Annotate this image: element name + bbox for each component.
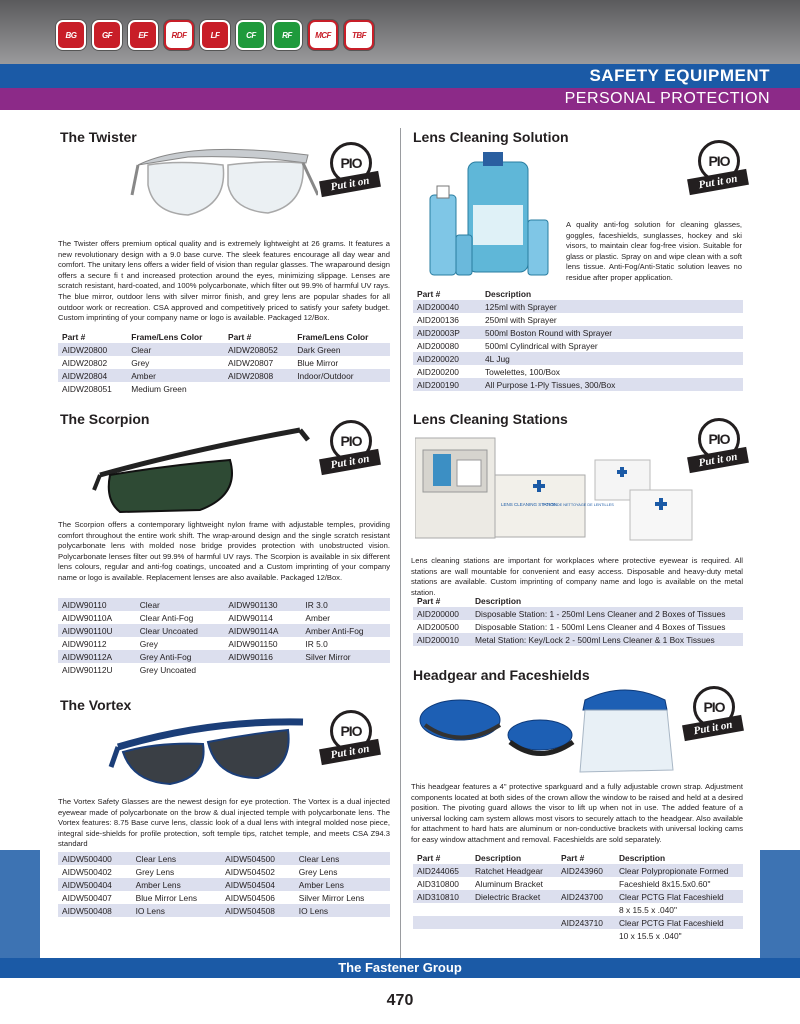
table-cell: Clear PCTG Flat Faceshield xyxy=(615,916,743,929)
table-cell: Grey Lens xyxy=(135,866,175,877)
table-cell: AIDW90110A xyxy=(62,612,113,623)
table-cell: Clear xyxy=(127,343,224,356)
col-header: Frame/Lens Color xyxy=(131,331,203,342)
solution-parts-table xyxy=(413,287,743,391)
table-cell: Grey xyxy=(139,638,158,649)
table-cell: 10 x 15.5 x .040" xyxy=(619,930,682,941)
table-cell: AIDW504504 xyxy=(221,878,295,891)
table-row xyxy=(413,607,743,620)
table-cell: IO Lens xyxy=(132,904,222,917)
table-cell: AIDW90110 xyxy=(58,598,136,611)
table-cell: AIDW500402 xyxy=(62,866,112,877)
scorpion-description: The Scorpion offers a contemporary lightweight nylon frame with adjustable temples, providing comfort throughout the entire work shift. The wrap-around design and the single scratch resistant polycarbonate lens with molded nose bridge provides protection with unobstructed vision. Polycarbonate lenses filter out 99.9% of harmful UV rays. The Scorpion is available in six different lens colours, regular and anti-fog coatings, uncoated and a Custom imprinting of your company name or logo is available. Replacement lenses are also available. Packaged 12/Box. xyxy=(58,520,390,582)
headgear-title: Headgear and Faceshields xyxy=(413,667,590,683)
twister-parts-table xyxy=(58,330,390,395)
pio-logo xyxy=(688,418,752,476)
table-cell: 4L Jug xyxy=(481,352,743,365)
table-cell xyxy=(557,903,615,916)
vortex-glasses-image xyxy=(108,712,308,792)
table-cell: 125ml with Sprayer xyxy=(481,300,743,313)
stations-title: Lens Cleaning Stations xyxy=(413,411,568,427)
pio-logo xyxy=(320,142,384,200)
table-cell: Metal Station: Key/Lock 2 - 500ml Lens Cleaner & 1 Box Tissues xyxy=(471,633,743,646)
table-cell: 500ml Boston Round with Sprayer xyxy=(481,326,743,339)
table-cell: AID310810 xyxy=(413,890,471,903)
table-cell: Blue Mirror Lens xyxy=(135,892,198,903)
table-row xyxy=(58,598,390,611)
brand-logo-gf: GF xyxy=(92,20,122,50)
table-cell: Amber Lens xyxy=(132,878,222,891)
table-cell: AIDW90112U xyxy=(62,664,113,675)
headgear-description: This headgear features a 4" protective sparkguard and a fully adjustable crown strap. Adjustment components located at both sides of the crown allow the window to be raised and held at a desired position. The pivoting guard allows the visor to lift up when not in use. The added feature of a universal locking cam system allows most visors to securely attach to the headgear. Also available for attachment to hard hats are aluminum or non-conductive brackets with universal locking cams for easy window attachment and removal. Faceshields are sold separately. xyxy=(411,782,743,844)
table-cell: AID200000 xyxy=(413,607,471,620)
col-header: Part # xyxy=(417,595,441,606)
twister-description: The Twister offers premium optical quality and is extremely lightweight at 26 grams. It features a new revolutionary design with a 9.0 base curve. The sleek features encourage all day wear and comfort. The unitary lens offers a wider field of vision than regular glasses. The wraparound design offers a secure fi t and increased protection around the eyes, minimizing slippage. Lenses are scratch resistant, hard-coated, and 100% polycarbonate, which filter out 99.9% of harmful UV rays. The blue mirror, outdoor lens with silver mirror finish, and grey lens are popular shades for all outdoor work or recreation. CSA approved and competitively priced to satisfy your safety budget. Custom imprinting of your company name or logo is available. Packaged 12/Box. xyxy=(58,239,390,323)
table-row xyxy=(58,904,390,917)
brand-logo-tbf: TBF xyxy=(344,20,374,50)
table-row xyxy=(413,916,743,929)
table-cell: AID310800 xyxy=(417,878,459,889)
vortex-title: The Vortex xyxy=(60,697,132,713)
table-cell: Clear Lens xyxy=(132,852,222,865)
section-header: SAFETY EQUIPMENT xyxy=(0,64,800,88)
pio-logo-initials: PIO xyxy=(330,142,372,184)
pio-logo-tagline: Put it on xyxy=(687,447,749,473)
table-cell: Blue Mirror xyxy=(297,357,339,368)
table-row xyxy=(58,343,390,356)
table-cell: AIDW504508 xyxy=(221,904,295,917)
table-cell: AIDW500408 xyxy=(58,904,132,917)
table-cell: AID200080 xyxy=(417,340,459,351)
table-cell xyxy=(471,929,557,942)
table-cell: AIDW500404 xyxy=(58,878,132,891)
table-cell xyxy=(413,929,471,942)
table-cell: 8 x 15.5 x .040" xyxy=(619,904,677,915)
table-row xyxy=(413,378,743,391)
table-cell: Clear Lens xyxy=(295,852,390,865)
table-cell: Grey Uncoated xyxy=(139,664,197,675)
solution-title: Lens Cleaning Solution xyxy=(413,129,569,145)
pio-logo-initials: PIO xyxy=(330,710,372,752)
table-row xyxy=(413,864,743,877)
table-cell: AID243710 xyxy=(557,916,615,929)
table-cell: AIDW500407 xyxy=(62,892,112,903)
table-cell xyxy=(413,916,471,929)
table-cell: Dielectric Bracket xyxy=(471,890,557,903)
pio-logo-initials: PIO xyxy=(698,418,740,460)
table-row xyxy=(58,356,390,369)
table-cell: AIDW901130 xyxy=(224,598,301,611)
table-cell: Silver Mirror Lens xyxy=(298,892,365,903)
table-row xyxy=(413,903,743,916)
table-cell xyxy=(293,382,390,395)
pio-logo-tagline: Put it on xyxy=(319,171,381,197)
table-cell: AID200136 xyxy=(417,314,459,325)
table-row xyxy=(58,650,390,663)
table-cell: Clear xyxy=(136,598,225,611)
table-cell: IO Lens xyxy=(295,904,390,917)
footer-company: The Fastener Group xyxy=(0,958,800,978)
col-header: Part # xyxy=(227,331,252,342)
stations-image xyxy=(415,430,695,550)
table-cell: Grey Anti-Fog xyxy=(136,650,225,663)
table-cell: AIDW20802 xyxy=(62,357,108,368)
table-cell: AIDW20808 xyxy=(224,369,293,382)
table-row xyxy=(58,891,390,904)
table-cell: AID244065 xyxy=(413,864,471,877)
pio-logo xyxy=(320,420,384,478)
table-cell: Towelettes, 100/Box xyxy=(485,366,560,377)
vortex-description: The Vortex Safety Glasses are the newest design for eye protection. The Vortex is a dual injected eyewear made of polycarbonate on the brow & dual injected temple with polycarbonate lens. The Vortex features: 8.75 Base curve lens, classic look of a dual lens with integral molded nose piece, integral side-shields for profile protection, soft temple tips, ratchet temple, and meets CSA Z94.3 standard xyxy=(58,797,390,849)
table-row xyxy=(413,890,743,903)
decorative-side-block xyxy=(0,850,40,958)
table-cell: AID20003P xyxy=(413,326,481,339)
table-cell: Aluminum Bracket xyxy=(475,878,543,889)
table-cell: AIDW90112A xyxy=(58,650,136,663)
table-row xyxy=(413,339,743,352)
table-cell: Indoor/Outdoor xyxy=(293,369,390,382)
table-row xyxy=(413,633,743,646)
table-cell: AID200010 xyxy=(413,633,471,646)
table-cell: Amber xyxy=(305,612,331,623)
table-row xyxy=(413,300,743,313)
table-row xyxy=(58,852,390,865)
headgear-parts-table xyxy=(413,851,743,942)
table-row xyxy=(58,663,390,676)
headgear-image xyxy=(415,680,680,775)
pio-logo xyxy=(683,686,747,744)
table-row xyxy=(413,620,743,633)
pio-logo-tagline: Put it on xyxy=(682,715,744,741)
table-cell: Clear Polypropionate Formed xyxy=(615,864,743,877)
solution-bottles-image xyxy=(428,150,558,280)
table-cell xyxy=(471,916,557,929)
pio-logo-tagline: Put it on xyxy=(687,169,749,195)
table-cell xyxy=(301,663,390,676)
brand-logo-rf: RF xyxy=(272,20,302,50)
brand-logo-cf: CF xyxy=(236,20,266,50)
col-header: Description xyxy=(485,288,532,299)
twister-glasses-image xyxy=(128,135,318,235)
pio-logo-tagline: Put it on xyxy=(319,449,381,475)
col-header: Part # xyxy=(417,852,441,863)
brand-logo-rdf: RDF xyxy=(164,20,194,50)
pio-logo-initials: PIO xyxy=(698,140,740,182)
col-header: Part # xyxy=(62,331,86,342)
table-cell: AID200040 xyxy=(413,300,481,313)
scorpion-title: The Scorpion xyxy=(60,411,150,427)
table-row xyxy=(58,878,390,891)
table-row xyxy=(58,637,390,650)
table-cell: Ratchet Headgear xyxy=(471,864,557,877)
subsection-header: PERSONAL PROTECTION xyxy=(0,88,800,110)
vortex-parts-table xyxy=(58,852,390,917)
table-row xyxy=(58,382,390,395)
col-header: Description xyxy=(475,852,522,863)
table-cell: Clear Uncoated xyxy=(136,624,225,637)
table-cell: Disposable Station: 1 - 500ml Lens Cleaner and 4 Boxes of Tissues xyxy=(475,621,726,632)
scorpion-glasses-image xyxy=(90,420,310,520)
table-cell: AIDW90116 xyxy=(224,650,301,663)
table-row xyxy=(58,624,390,637)
table-cell: Amber Lens xyxy=(295,878,390,891)
table-cell: Grey Lens xyxy=(298,866,338,877)
table-cell: AID200190 xyxy=(413,378,481,391)
brand-logo-lf: LF xyxy=(200,20,230,50)
top-bar xyxy=(0,0,800,64)
table-cell: 250ml with Sprayer xyxy=(485,314,557,325)
table-cell: AIDW90112 xyxy=(62,638,107,649)
table-cell: AIDW504502 xyxy=(225,866,275,877)
pio-logo xyxy=(688,140,752,198)
twister-title: The Twister xyxy=(60,129,137,145)
pio-logo-tagline: Put it on xyxy=(319,739,381,765)
table-cell xyxy=(471,903,557,916)
table-cell: AIDW90110U xyxy=(58,624,136,637)
col-header: Frame/Lens Color xyxy=(297,331,369,342)
table-row xyxy=(58,865,390,878)
brand-logo-bg: BG xyxy=(56,20,86,50)
stations-parts-table xyxy=(413,594,743,646)
table-row xyxy=(58,369,390,382)
table-row xyxy=(413,929,743,942)
table-cell: Disposable Station: 1 - 250ml Lens Cleaner and 2 Boxes of Tissues xyxy=(471,607,743,620)
table-cell: AIDW901150 xyxy=(228,638,278,649)
col-header: Part # xyxy=(561,852,585,863)
table-cell: Amber Anti-Fog xyxy=(301,624,390,637)
page-number: 470 xyxy=(386,992,414,1009)
col-header: Description xyxy=(475,595,522,606)
table-cell: AID243960 xyxy=(557,864,615,877)
scorpion-parts-table xyxy=(58,598,390,676)
col-header: Description xyxy=(619,852,666,863)
table-cell: Clear PCTG Flat Faceshield xyxy=(615,890,743,903)
table-cell: AID200500 xyxy=(417,621,459,632)
table-cell xyxy=(224,663,301,676)
pio-logo-initials: PIO xyxy=(693,686,735,728)
table-cell: AID243700 xyxy=(557,890,615,903)
brand-logos xyxy=(56,20,374,50)
table-cell: AIDW208051 xyxy=(62,383,112,394)
table-cell: Medium Green xyxy=(131,383,187,394)
table-cell: AIDW504500 xyxy=(221,852,295,865)
brand-logo-mcf: MCF xyxy=(308,20,338,50)
table-cell xyxy=(557,877,615,890)
table-cell: AIDW504506 xyxy=(225,892,275,903)
table-cell: AIDW90114 xyxy=(228,612,273,623)
station-box-label-fr: POSTE DE NETTOYAGE DE LENTILLES xyxy=(543,503,614,507)
table-row xyxy=(413,365,743,378)
table-row xyxy=(58,611,390,624)
table-cell: AIDW20800 xyxy=(58,343,127,356)
table-cell: AIDW20804 xyxy=(58,369,127,382)
table-cell: AIDW208052 xyxy=(224,343,293,356)
table-cell: IR 5.0 xyxy=(305,638,328,649)
decorative-side-block xyxy=(760,850,800,958)
pio-logo-initials: PIO xyxy=(330,420,372,462)
table-cell: Clear Anti-Fog xyxy=(139,612,194,623)
station-box-label: LENS CLEANING STATION xyxy=(501,502,558,507)
table-row xyxy=(413,326,743,339)
col-header: Part # xyxy=(417,288,441,299)
brand-logo-ef: EF xyxy=(128,20,158,50)
table-cell: AIDW500400 xyxy=(58,852,132,865)
table-cell: Dark Green xyxy=(293,343,390,356)
table-cell: Silver Mirror xyxy=(301,650,390,663)
table-cell: Amber xyxy=(127,369,224,382)
table-cell: Grey xyxy=(131,357,150,368)
table-cell: AID200200 xyxy=(417,366,459,377)
table-row xyxy=(413,313,743,326)
pio-logo xyxy=(320,710,384,768)
table-cell: AIDW20807 xyxy=(227,357,274,368)
table-row xyxy=(413,877,743,890)
table-cell: AID200020 xyxy=(413,352,481,365)
table-cell xyxy=(224,382,293,395)
table-cell: IR 3.0 xyxy=(301,598,390,611)
table-cell: All Purpose 1-Ply Tissues, 300/Box xyxy=(481,378,743,391)
table-cell xyxy=(413,903,471,916)
solution-description: A quality anti-fog solution for cleaning glasses, goggles, faceshields, sunglasses, hockey and ski visors, to maintain clear fog-free vision. Suitable for glass or plastic. Spray on and wipe clean with a soft lens tissue. Anti-Fog/Anti-Static solution leaves no residue after proper application. xyxy=(566,220,742,282)
table-cell: Faceshield 8x15.5x0.60" xyxy=(619,878,711,889)
stations-description: Lens cleaning stations are important for workplaces where protective eyewear is required. All stations are wall mountable for convenient and easy access. Disposable and heavy-duty metal stations are available. Custom imprinting of company name and logo is available on the metal station. xyxy=(411,556,743,597)
table-cell xyxy=(557,929,615,942)
table-cell: AIDW90114A xyxy=(224,624,301,637)
column-divider xyxy=(400,128,401,958)
table-row xyxy=(413,352,743,365)
table-cell: 500ml Cylindrical with Sprayer xyxy=(485,340,598,351)
